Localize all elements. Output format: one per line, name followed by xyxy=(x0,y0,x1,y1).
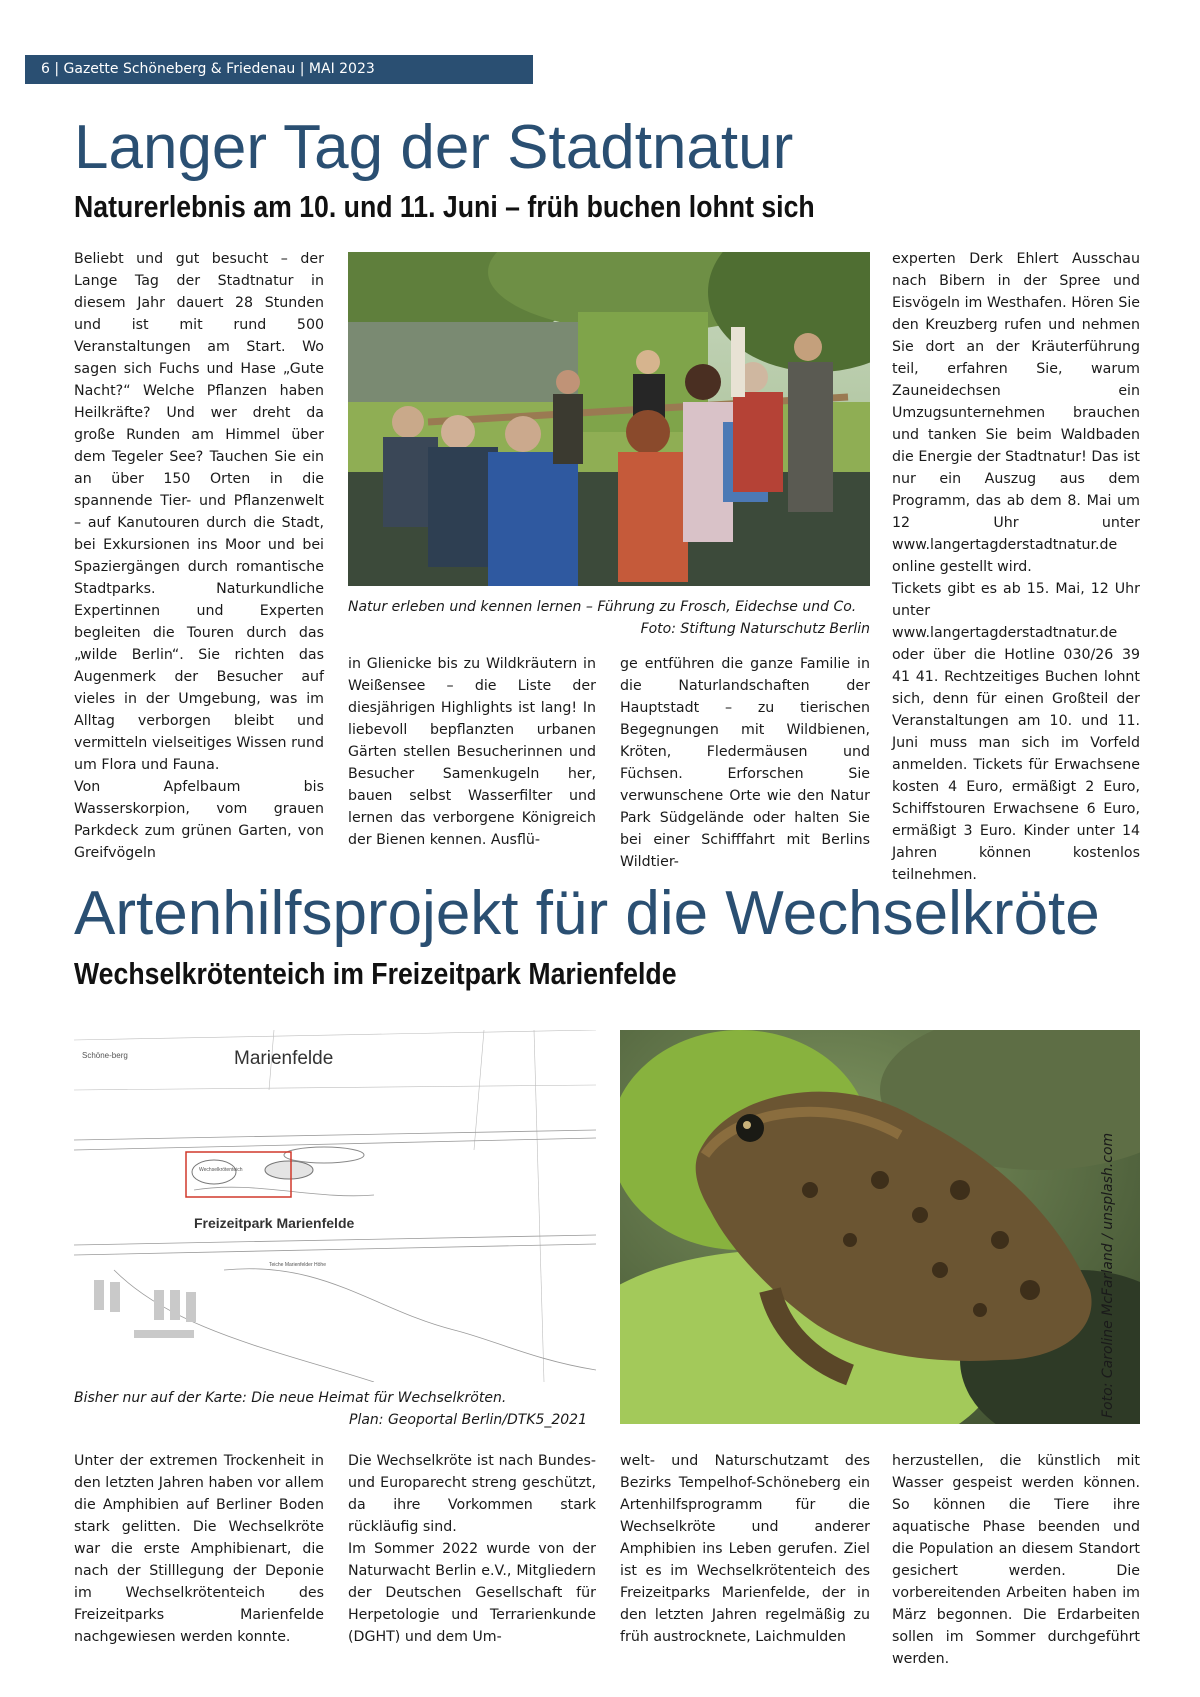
toad-photo xyxy=(620,1030,1140,1424)
article2-column-2 xyxy=(348,1450,596,1648)
article1-col4-para2: Tickets gibt es ab 15. Mai, 12 Uhr unter www.langertagderstadtnatur.de oder über die Hotline 030/26 39 41 41. Rechtzeitiges Buchen lohnt sich, denn für einen Großteil der Veranstaltungen am 10. und 11. Juni muss man sich im Vorfeld anmelden. Tickets für Erwachsene kosten 4 Euro, ermäßigt 2 Euro, Schiffstouren Erwachsene 6 Euro, ermäßigt 3 Euro. Kinder unter 14 Jahren können kostenlos teilnehmen. xyxy=(892,581,1140,883)
article1-subtitle: Naturerlebnis am 10. und 11. Juni – früh buchen lohnt sich xyxy=(74,189,815,224)
guided-tour-caption xyxy=(348,596,870,640)
article1-col3-text: ge entführen die ganze Familie in die Naturlandschaften der Hauptstadt – zu tierischen Begegnungen mit Wildbienen, Kröten, Fledermäusen und Füchsen. Erforschen Sie verwunschene Orte wie den Natur Park Südgelände oder halten Sie bei einer Schifffahrt mit Berlins Wildtier- xyxy=(620,656,870,870)
article2-col2-para1: Die Wechselkröte ist nach Bundes- und Europarecht streng geschützt, da ihre Vorkommen stark rückläufig sind. xyxy=(348,1453,596,1535)
article1-col2-text: in Glienicke bis zu Wildkräutern in Weißensee – die Liste der diesjährigen Highlights ist lang! In liebevoll bepflanzten urbanen Gärten stellen Besucherinnen und Besucher Samenkugeln her, bauen selbst Wasserfilter und lernen das verborgene Königreich der Bienen kennen. Ausflü- xyxy=(348,656,596,848)
toad-photo-credit: Foto: Caroline McFarland / unsplash.com xyxy=(1100,1132,1116,1418)
article1-title: Langer Tag der Stadtnatur xyxy=(74,113,794,182)
toad-illustration xyxy=(620,1030,1140,1424)
marienfelde-map xyxy=(74,1030,596,1382)
article2-title: Artenhilfsprojekt für die Wechselkröte xyxy=(74,879,1100,948)
header-rule xyxy=(25,83,533,84)
map-credit: Plan: Geoportal Berlin/DTK5_2021 xyxy=(349,1412,587,1428)
map-caption xyxy=(74,1387,596,1431)
article1-column-3 xyxy=(620,653,870,873)
article2-col4-text: herzustellen, die künstlich mit Wasser gespeist werden können. So können die Tiere ihre aquatische Phase beenden und die Population an diesem Standort gesichert werden. Die vorbereitenden Arbeiten haben im März begonnen. Die Erdarbeiten sollen im Sommer durchgeführt werden. xyxy=(892,1453,1140,1667)
article1-column-4 xyxy=(892,248,1140,886)
guided-tour-photo xyxy=(348,252,870,586)
guided-tour-caption-text: Natur erleben und kennen lernen – Führung zu Frosch, Eidechse und Co. xyxy=(348,599,857,615)
map-label-district: Marienfelde xyxy=(234,1048,334,1069)
map-label-path: Teiche Marienfelder Höhe xyxy=(269,1262,326,1268)
article2-column-4 xyxy=(892,1450,1140,1670)
map-label-park: Freizeitpark Marienfelde xyxy=(194,1215,355,1231)
map-drawing xyxy=(74,1030,596,1382)
article1-col4-para1: experten Derk Ehlert Ausschau nach Bibern in der Spree und Eisvögeln im Westhafen. Hören Sie den Kreuzberg rufen und nehmen Sie dort an der Kräuterführung teil, erfahren Sie, warum Zauneidechsen ein Umzugsunternehmen brauchen und tanken Sie beim Waldbaden die Energie der Stadtnatur! Das ist nur ein Auszug aus dem Programm, das ab dem 8. Mai um 12 Uhr unter www.langertagderstadtnatur.de online gestellt wird. xyxy=(892,251,1140,575)
article2-column-3 xyxy=(620,1450,870,1648)
article2-subtitle: Wechselkrötenteich im Freizeitpark Marienfelde xyxy=(74,956,677,991)
page-header: 6 | Gazette Schöneberg & Friedenau | MAI 2023 xyxy=(25,55,533,83)
article1-col1-para2: Von Apfelbaum bis Wasserskorpion, vom grauen Parkdeck zum grünen Garten, von Greifvögeln xyxy=(74,779,324,861)
guided-tour-illustration xyxy=(348,252,870,586)
article1-column-1 xyxy=(74,248,324,864)
guided-tour-photo-credit: Foto: Stiftung Naturschutz Berlin xyxy=(640,621,870,637)
map-label-corner: Schöne-berg xyxy=(82,1051,128,1060)
map-label-pond: Wechselkrötenteich xyxy=(199,1167,243,1173)
article1-col1-para1: Beliebt und gut besucht – der Lange Tag der Stadtnatur in diesem Jahr dauert 28 Stunden und ist mit rund 500 Veranstaltungen am Start. Wo sagen sich Fuchs und Hase „Gute Nacht?“ Welche Pflanzen haben Heilkräfte? Und wer dreht da große Runden am Himmel über dem Tegeler See? Tauchen Sie ein an über 150 Orten in die spannende Tier- und Pflanzenwelt – auf Kanutouren durch die Stadt, bei Exkursionen ins Moor und bei Spaziergängen durch romantische Stadtparks. Naturkundliche Expertinnen und Experten begleiten die Touren durch das „wilde Berlin“. Sie richten das Augenmerk der Besucher auf vieles in der Umgebung, was im Alltag verborgen bleibt und vermitteln vielseitiges Wissen rund um Flora und Fauna. xyxy=(74,251,324,773)
article2-col1-text: Unter der extremen Trockenheit in den letzten Jahren haben vor allem die Amphibien auf Berliner Boden stark gelitten. Die Wechselkröte war die erste Amphibienart, die nach der Stilllegung der Deponie im Wechselkrötenteich des Freizeitparks Marienfelde nachgewiesen werden konnte. xyxy=(74,1453,324,1645)
article2-column-1 xyxy=(74,1450,324,1648)
article2-col3-text: welt- und Naturschutzamt des Bezirks Tempelhof-Schöneberg ein Artenhilfsprogramm für die Wechselkröte und anderer Amphibien ins Leben gerufen. Ziel ist es im Wechselkrötenteich des Freizeitparks Marienfelde, der in den letzten Jahren regelmäßig zu früh austrocknete, Laichmulden xyxy=(620,1453,870,1645)
article2-col2-para2: Im Sommer 2022 wurde von der Naturwacht Berlin e.V., Mitgliedern der Deutschen Gesellschaft für Herpetologie und Terrarienkunde (DGHT) und dem Um- xyxy=(348,1541,596,1645)
map-caption-text: Bisher nur auf der Karte: Die neue Heimat für Wechselkröten. xyxy=(74,1390,507,1406)
article1-column-2 xyxy=(348,653,596,851)
